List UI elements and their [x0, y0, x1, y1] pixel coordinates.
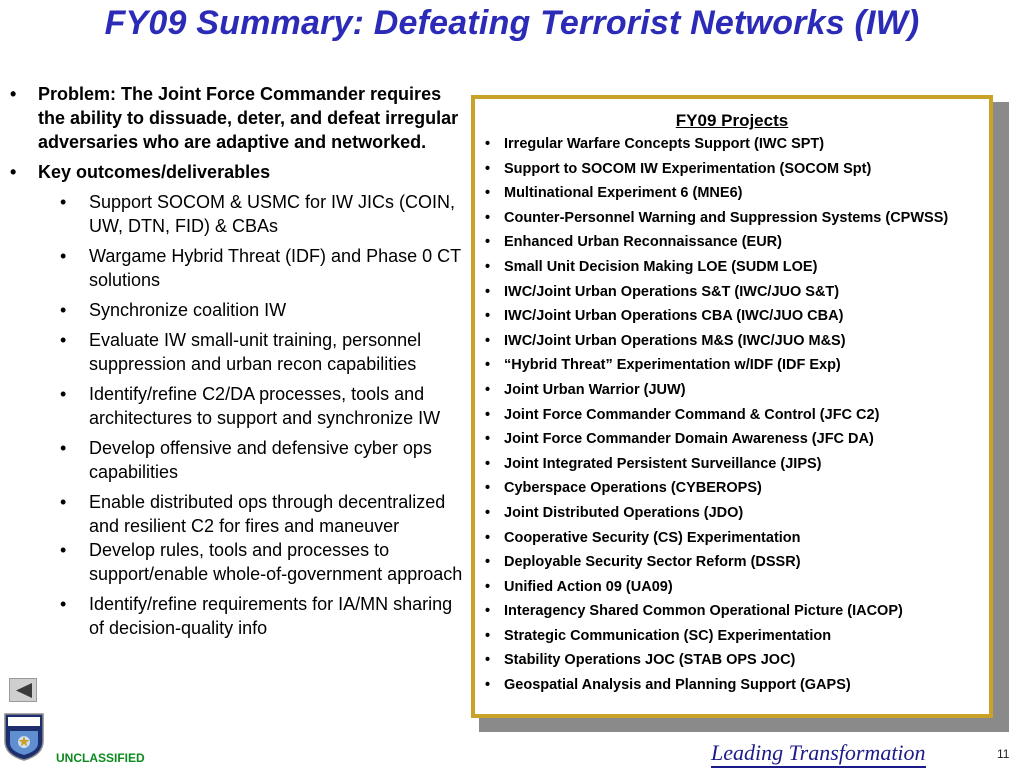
project-item	[475, 184, 989, 203]
sub-bullet	[0, 436, 465, 484]
projects-panel	[471, 95, 993, 718]
bullet-key-outcomes	[0, 160, 465, 184]
bullet-dot: •	[10, 162, 17, 182]
left-bullet-list	[0, 82, 465, 646]
classification-label: UNCLASSIFIED	[56, 751, 145, 765]
page-number: 11	[997, 747, 1010, 761]
project-item	[475, 627, 989, 646]
project-item	[475, 283, 989, 302]
bullet-text: Support SOCOM & USMC for IW JICs (COIN, UW, DTN, FID) & CBAs	[89, 192, 456, 236]
bullet-dot: •	[60, 492, 67, 512]
bullet-dot: •	[485, 209, 491, 226]
bullet-text: Develop offensive and defensive cyber ops capabilities	[89, 438, 432, 482]
bullet-dot: •	[485, 627, 491, 644]
project-item	[475, 430, 989, 449]
bullet-dot: •	[485, 258, 491, 275]
bullet-dot: •	[485, 234, 491, 251]
sub-bullet	[0, 538, 465, 586]
project-item-text: IWC/Joint Urban Operations M&S (IWC/JUO M&S)	[504, 332, 846, 349]
bullet-text: Key outcomes/deliverables	[38, 162, 271, 182]
bullet-dot: •	[485, 431, 491, 448]
project-item	[475, 258, 989, 277]
project-item	[475, 209, 989, 228]
sub-bullet	[0, 328, 465, 376]
bullet-dot: •	[485, 603, 491, 620]
projects-panel-title: FY09 Projects	[675, 111, 789, 130]
bullet-text: Synchronize coalition IW	[89, 300, 287, 320]
bullet-dot: •	[60, 384, 67, 404]
project-item	[475, 504, 989, 523]
bullet-dot: •	[485, 504, 491, 521]
bullet-dot: •	[10, 84, 17, 104]
project-item	[475, 455, 989, 474]
bullet-text: Identify/refine requirements for IA/MN sharing of decision-quality info	[89, 594, 453, 638]
bullet-dot: •	[485, 332, 491, 349]
project-item-text: Small Unit Decision Making LOE (SUDM LOE)	[504, 258, 818, 275]
bullet-dot: •	[485, 578, 491, 595]
project-item	[475, 553, 989, 572]
project-item-text: Stability Operations JOC (STAB OPS JOC)	[504, 652, 796, 669]
bullet-dot: •	[485, 652, 491, 669]
project-item-text: “Hybrid Threat” Experimentation w/IDF (IDF Exp)	[504, 357, 841, 374]
project-item-text: Support to SOCOM IW Experimentation (SOCOM Spt)	[504, 160, 872, 177]
bullet-dot: •	[485, 455, 491, 472]
project-item-text: Geospatial Analysis and Planning Support (GAPS)	[504, 677, 851, 694]
bullet-dot: •	[485, 677, 491, 694]
bullet-dot: •	[60, 300, 67, 320]
bullet-dot: •	[485, 136, 491, 152]
project-item	[475, 676, 989, 695]
project-item-text: Irregular Warfare Concepts Support (IWC SPT)	[504, 136, 825, 152]
footer-tagline: Leading Transformation	[711, 740, 926, 768]
previous-slide-arrow-icon	[14, 682, 34, 699]
bullet-dot: •	[485, 160, 491, 177]
sub-bullet	[0, 592, 465, 640]
project-item	[475, 602, 989, 621]
bullet-dot: •	[485, 406, 491, 423]
bullet-dot: •	[485, 308, 491, 325]
project-item	[475, 233, 989, 252]
project-item	[475, 160, 989, 179]
project-item-text: Multinational Experiment 6 (MNE6)	[504, 185, 743, 202]
bullet-dot: •	[60, 192, 67, 212]
bullet-text: Evaluate IW small-unit training, personnel suppression and urban recon capabilities	[89, 330, 422, 374]
project-item-text: Strategic Communication (SC) Experimentation	[504, 627, 832, 644]
projects-list	[475, 135, 989, 695]
project-item	[475, 135, 989, 154]
bullet-dot: •	[485, 480, 491, 497]
project-item-text: Joint Force Commander Command & Control (JFC C2)	[504, 406, 880, 423]
project-item-text: IWC/Joint Urban Operations CBA (IWC/JUO CBA)	[504, 308, 844, 325]
previous-slide-button[interactable]	[9, 678, 37, 702]
project-item-text: Interagency Shared Common Operational Picture (IACOP)	[504, 603, 903, 620]
sub-bullet	[0, 298, 465, 322]
project-item-text: Enhanced Urban Reconnaissance (EUR)	[504, 234, 782, 251]
project-item	[475, 356, 989, 375]
bullet-text: Identify/refine C2/DA processes, tools and architectures to support and synchronize IW	[89, 384, 441, 428]
project-item-text: Cooperative Security (CS) Experimentation	[504, 529, 801, 546]
bullet-dot: •	[485, 283, 491, 300]
sub-bullet	[0, 244, 465, 292]
bullet-dot: •	[60, 246, 67, 266]
bullet-dot: •	[485, 554, 491, 571]
project-item-text: Unified Action 09 (UA09)	[504, 578, 673, 595]
project-item	[475, 578, 989, 597]
project-item-text: Deployable Security Sector Reform (DSSR)	[504, 554, 801, 571]
slide-title: FY09 Summary: Defeating Terrorist Networks (IW)	[104, 4, 920, 42]
project-item	[475, 529, 989, 548]
project-item	[475, 406, 989, 425]
sub-bullet	[0, 382, 465, 430]
project-item	[475, 651, 989, 670]
project-item	[475, 307, 989, 326]
project-item	[475, 479, 989, 498]
project-item-text: Cyberspace Operations (CYBEROPS)	[504, 480, 762, 497]
project-item	[475, 332, 989, 351]
bullet-text: Problem: The Joint Force Commander requires the ability to dissuade, deter, and defeat irregular adversaries who are adaptive and networked.	[38, 84, 459, 152]
bullet-dot: •	[60, 438, 67, 458]
bullet-dot: •	[60, 594, 67, 614]
bullet-dot: •	[60, 540, 67, 560]
project-item-text: IWC/Joint Urban Operations S&T (IWC/JUO S&T)	[504, 283, 840, 300]
project-item-text: Joint Integrated Persistent Surveillance (JIPS)	[504, 455, 822, 472]
sub-bullet	[0, 490, 465, 538]
bullet-text: Enable distributed ops through decentralized and resilient C2 for fires and maneuver	[89, 492, 446, 536]
bullet-dot: •	[485, 381, 491, 398]
bullet-text: Develop rules, tools and processes to support/enable whole-of-government approach	[89, 540, 463, 584]
project-item-text: Joint Force Commander Domain Awareness (JFC DA)	[504, 431, 874, 448]
project-item-text: Joint Urban Warrior (JUW)	[504, 381, 686, 398]
project-item	[475, 381, 989, 400]
project-item-text: Counter-Personnel Warning and Suppression Systems (CPWSS)	[504, 209, 949, 226]
project-item-text: Joint Distributed Operations (JDO)	[504, 504, 744, 521]
bullet-dot: •	[485, 357, 491, 374]
joint-forces-command-seal	[2, 711, 46, 761]
bullet-problem	[0, 82, 465, 154]
bullet-dot: •	[60, 330, 67, 350]
sub-bullet	[0, 190, 465, 238]
bullet-dot: •	[485, 185, 491, 202]
bullet-dot: •	[485, 529, 491, 546]
bullet-text: Wargame Hybrid Threat (IDF) and Phase 0 CT solutions	[89, 246, 461, 290]
